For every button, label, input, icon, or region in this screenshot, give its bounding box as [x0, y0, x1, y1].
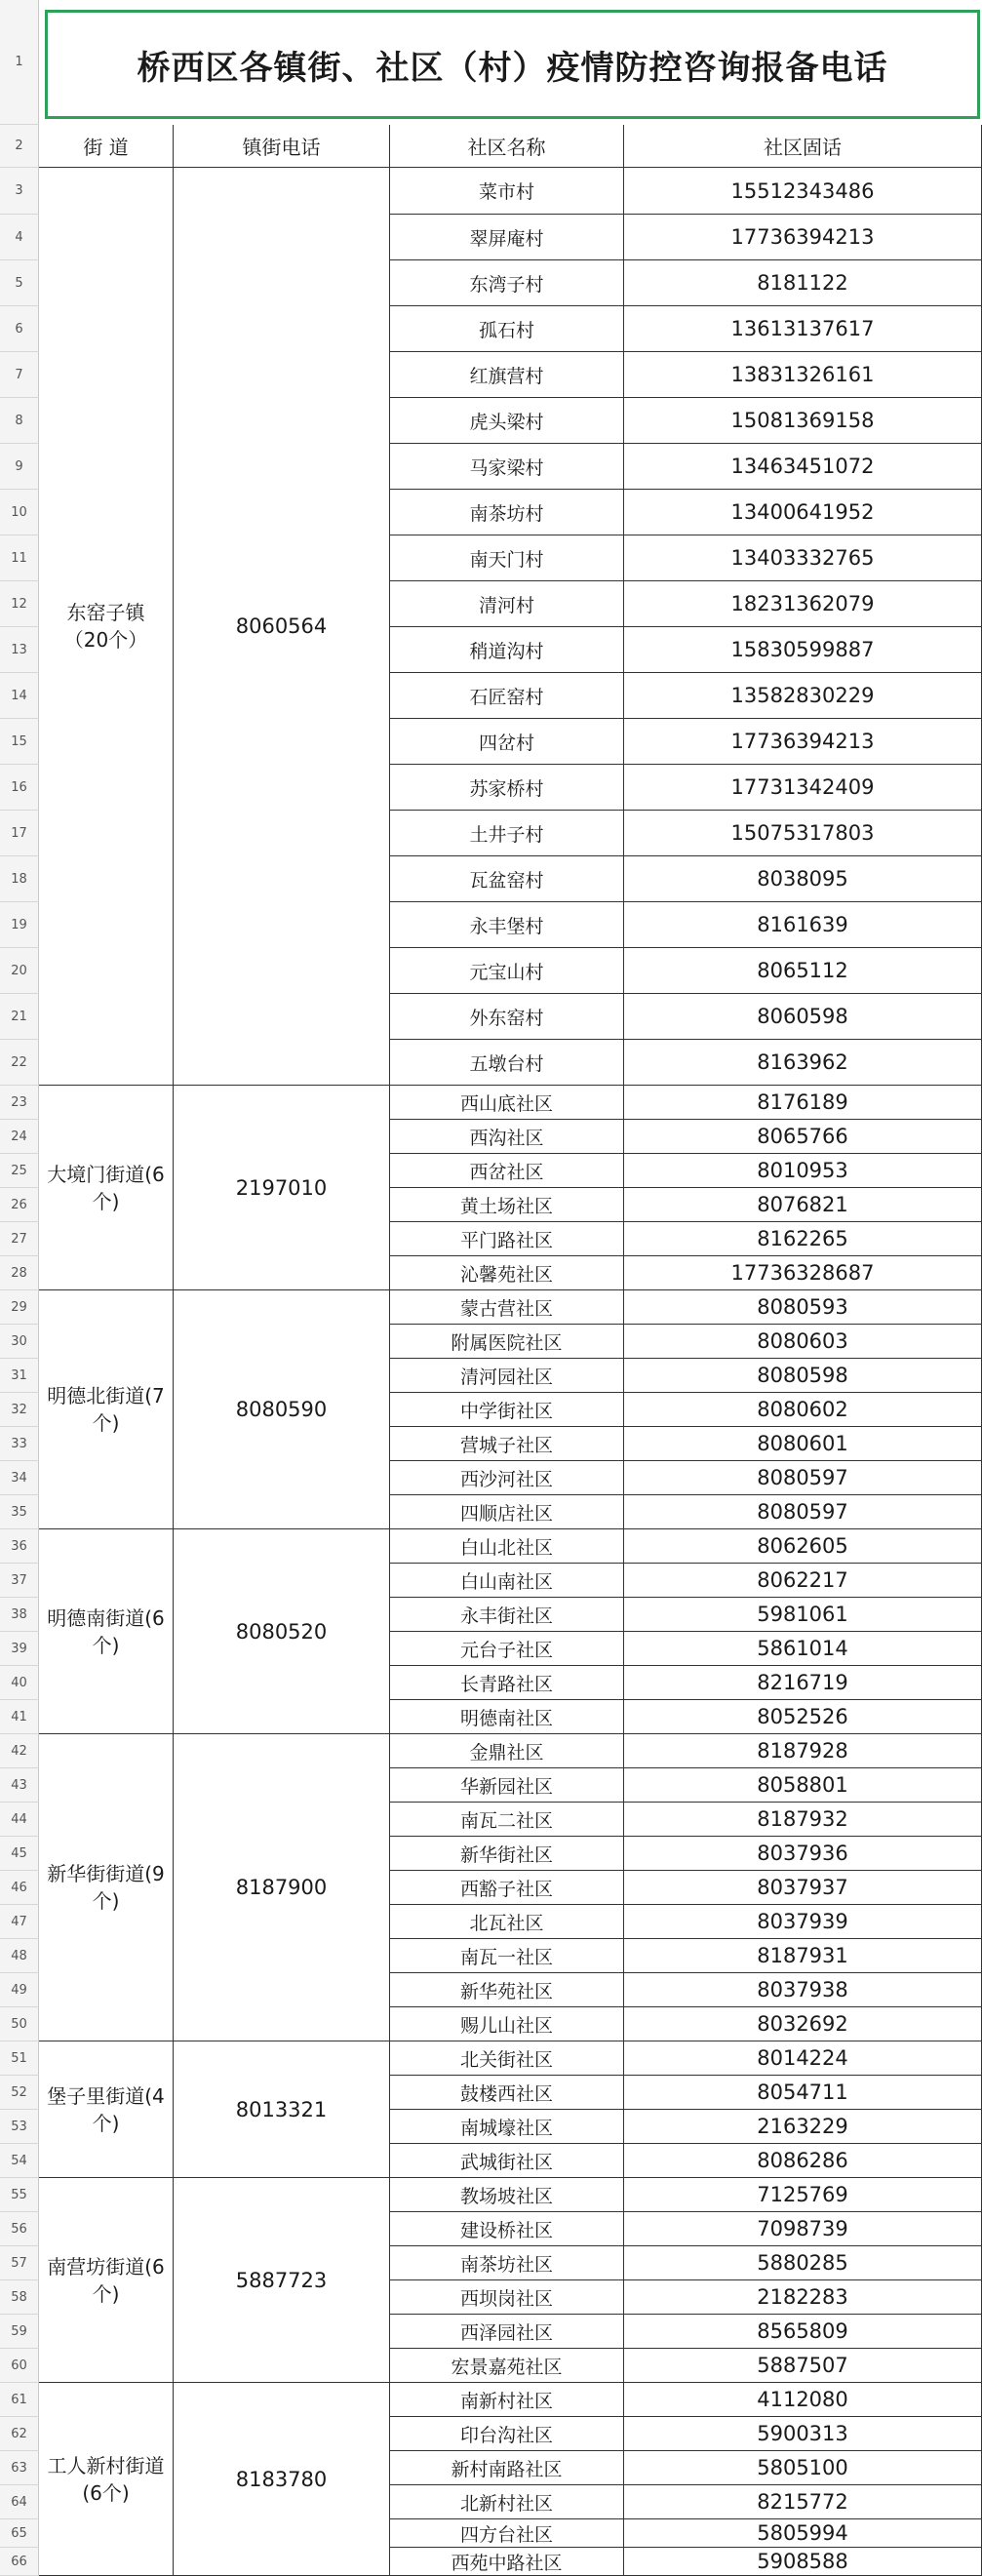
district-name-cell[interactable]: 堡子里街道(4个)	[39, 2041, 174, 2178]
row-number: 9	[0, 444, 39, 490]
community-name-cell[interactable]: 建设桥社区	[390, 2212, 624, 2246]
community-phone-cell[interactable]: 8080597	[624, 1495, 982, 1529]
district-name-cell[interactable]: 大境门街道(6个)	[39, 1086, 174, 1290]
community-name-cell[interactable]: 稍道沟村	[390, 627, 624, 673]
community-name-cell[interactable]: 四岔村	[390, 719, 624, 765]
row-number: 37	[0, 1564, 39, 1598]
community-name-cell[interactable]: 西泽园社区	[390, 2315, 624, 2349]
row-number: 66	[0, 2548, 39, 2576]
row-number: 61	[0, 2383, 39, 2417]
row-number: 20	[0, 948, 39, 994]
community-phone-cell[interactable]: 5908588	[624, 2548, 982, 2576]
community-name-cell[interactable]: 南茶坊社区	[390, 2246, 624, 2280]
district-name-cell[interactable]: 明德南街道(6个)	[39, 1529, 174, 1734]
community-phone-cell[interactable]: 8080598	[624, 1359, 982, 1393]
community-phone-cell[interactable]: 8037937	[624, 1871, 982, 1905]
community-phone-cell[interactable]: 8062605	[624, 1529, 982, 1564]
row-number: 40	[0, 1666, 39, 1700]
community-name-cell[interactable]: 鼓楼西社区	[390, 2076, 624, 2110]
community-phone-cell[interactable]: 8037936	[624, 1837, 982, 1871]
community-phone-cell[interactable]: 8080601	[624, 1427, 982, 1461]
row-number: 11	[0, 535, 39, 581]
row-number: 55	[0, 2178, 39, 2212]
community-name-cell[interactable]: 沁馨苑社区	[390, 1256, 624, 1290]
row-number: 33	[0, 1427, 39, 1461]
district-phone-cell[interactable]: 8013321	[174, 2041, 390, 2178]
community-phone-cell[interactable]: 8058801	[624, 1768, 982, 1803]
community-name-cell[interactable]: 蒙古营社区	[390, 1290, 624, 1325]
row-number: 57	[0, 2246, 39, 2280]
row-number: 38	[0, 1598, 39, 1632]
community-phone-cell[interactable]: 13463451072	[624, 444, 982, 490]
district-name-cell[interactable]: 东窑子镇（20个）	[39, 168, 174, 1086]
community-phone-cell[interactable]: 8163962	[624, 1040, 982, 1086]
community-phone-cell[interactable]: 8052526	[624, 1700, 982, 1734]
row-number: 12	[0, 581, 39, 627]
community-phone-cell[interactable]: 13582830229	[624, 673, 982, 719]
community-phone-cell[interactable]: 8216719	[624, 1666, 982, 1700]
row-number: 31	[0, 1359, 39, 1393]
community-phone-cell[interactable]: 8060598	[624, 994, 982, 1040]
community-name-cell[interactable]: 西沙河社区	[390, 1461, 624, 1495]
row-number: 39	[0, 1632, 39, 1666]
community-phone-cell[interactable]: 8014224	[624, 2041, 982, 2076]
row-number: 50	[0, 2007, 39, 2041]
community-phone-cell[interactable]: 8065766	[624, 1120, 982, 1154]
row-number: 30	[0, 1325, 39, 1359]
community-name-cell[interactable]: 南茶坊村	[390, 490, 624, 535]
row-number: 21	[0, 994, 39, 1040]
row-number: 10	[0, 490, 39, 535]
community-name-cell[interactable]: 苏家桥村	[390, 765, 624, 811]
community-phone-cell[interactable]: 5861014	[624, 1632, 982, 1666]
row-number: 2	[0, 125, 39, 168]
community-phone-cell[interactable]: 8080602	[624, 1393, 982, 1427]
row-number: 63	[0, 2451, 39, 2485]
community-phone-cell[interactable]: 13613137617	[624, 306, 982, 352]
row-number: 26	[0, 1188, 39, 1222]
row-number: 56	[0, 2212, 39, 2246]
row-number: 16	[0, 765, 39, 811]
community-name-cell[interactable]: 元台子社区	[390, 1632, 624, 1666]
row-number: 36	[0, 1529, 39, 1564]
district-phone-cell[interactable]: 5887723	[174, 2178, 390, 2383]
community-name-cell[interactable]: 中学街社区	[390, 1393, 624, 1427]
community-name-cell[interactable]: 瓦盆窑村	[390, 856, 624, 902]
community-name-cell[interactable]: 四方台社区	[390, 2519, 624, 2548]
row-number: 53	[0, 2110, 39, 2144]
row-number: 23	[0, 1086, 39, 1120]
community-name-cell[interactable]: 营城子社区	[390, 1427, 624, 1461]
community-name-cell[interactable]: 新华苑社区	[390, 1973, 624, 2007]
row-number: 5	[0, 260, 39, 306]
row-number: 25	[0, 1154, 39, 1188]
community-name-cell[interactable]: 附属医院社区	[390, 1325, 624, 1359]
community-name-cell[interactable]: 白山南社区	[390, 1564, 624, 1598]
community-phone-cell[interactable]: 5981061	[624, 1598, 982, 1632]
row-number: 27	[0, 1222, 39, 1256]
community-name-cell[interactable]: 武城街社区	[390, 2144, 624, 2178]
column-header[interactable]: 街 道	[39, 125, 174, 168]
community-name-cell[interactable]: 西岔社区	[390, 1154, 624, 1188]
community-phone-cell[interactable]: 8065112	[624, 948, 982, 994]
community-phone-cell[interactable]: 7125769	[624, 2178, 982, 2212]
community-name-cell[interactable]: 西苑中路社区	[390, 2548, 624, 2576]
community-phone-cell[interactable]: 17736328687	[624, 1256, 982, 1290]
row-number: 8	[0, 398, 39, 444]
community-name-cell[interactable]: 四顺店社区	[390, 1495, 624, 1529]
community-name-cell[interactable]: 新村南路社区	[390, 2451, 624, 2485]
community-name-cell[interactable]: 清河村	[390, 581, 624, 627]
row-number: 34	[0, 1461, 39, 1495]
community-name-cell[interactable]: 印台沟社区	[390, 2417, 624, 2451]
community-phone-cell[interactable]: 8176189	[624, 1086, 982, 1120]
community-name-cell[interactable]: 金鼎社区	[390, 1734, 624, 1768]
page-title[interactable]: 桥西区各镇街、社区（村）疫情防控咨询报备电话	[45, 10, 980, 119]
community-phone-cell[interactable]: 8161639	[624, 902, 982, 948]
row-number: 54	[0, 2144, 39, 2178]
community-phone-cell[interactable]: 8187928	[624, 1734, 982, 1768]
community-name-cell[interactable]: 红旗营村	[390, 352, 624, 398]
row-number: 47	[0, 1905, 39, 1939]
row-number: 18	[0, 856, 39, 902]
community-name-cell[interactable]: 宏景嘉苑社区	[390, 2349, 624, 2383]
community-name-cell[interactable]: 南城壕社区	[390, 2110, 624, 2144]
community-phone-cell[interactable]: 8076821	[624, 1188, 982, 1222]
community-name-cell[interactable]: 教场坡社区	[390, 2178, 624, 2212]
community-phone-cell[interactable]: 8187931	[624, 1939, 982, 1973]
community-phone-cell[interactable]: 8215772	[624, 2485, 982, 2519]
row-number: 19	[0, 902, 39, 948]
community-phone-cell[interactable]: 4112080	[624, 2383, 982, 2417]
row-number: 13	[0, 627, 39, 673]
community-phone-cell[interactable]: 17736394213	[624, 215, 982, 260]
community-name-cell[interactable]: 南新村社区	[390, 2383, 624, 2417]
community-name-cell[interactable]: 北关街社区	[390, 2041, 624, 2076]
row-number: 65	[0, 2519, 39, 2548]
community-phone-cell[interactable]: 15075317803	[624, 811, 982, 856]
community-name-cell[interactable]: 外东窑村	[390, 994, 624, 1040]
row-number: 1	[0, 0, 39, 125]
community-name-cell[interactable]: 永丰堡村	[390, 902, 624, 948]
community-phone-cell[interactable]: 8181122	[624, 260, 982, 306]
district-phone-cell[interactable]: 2197010	[174, 1086, 390, 1290]
community-phone-cell[interactable]: 5805100	[624, 2451, 982, 2485]
row-number: 58	[0, 2280, 39, 2315]
row-number: 35	[0, 1495, 39, 1529]
row-number: 29	[0, 1290, 39, 1325]
district-phone-cell[interactable]: 8080590	[174, 1290, 390, 1529]
community-phone-cell[interactable]: 5805994	[624, 2519, 982, 2548]
community-name-cell[interactable]: 北新村社区	[390, 2485, 624, 2519]
community-name-cell[interactable]: 西山底社区	[390, 1086, 624, 1120]
community-phone-cell[interactable]: 8565809	[624, 2315, 982, 2349]
row-number: 42	[0, 1734, 39, 1768]
row-number: 64	[0, 2485, 39, 2519]
community-phone-cell[interactable]: 15081369158	[624, 398, 982, 444]
row-number: 52	[0, 2076, 39, 2110]
community-name-cell[interactable]: 土井子村	[390, 811, 624, 856]
community-phone-cell[interactable]: 8080597	[624, 1461, 982, 1495]
community-phone-cell[interactable]: 15512343486	[624, 168, 982, 215]
row-number: 60	[0, 2349, 39, 2383]
row-number: 48	[0, 1939, 39, 1973]
community-phone-cell[interactable]: 13403332765	[624, 535, 982, 581]
community-phone-cell[interactable]: 8080603	[624, 1325, 982, 1359]
row-number: 62	[0, 2417, 39, 2451]
community-name-cell[interactable]: 石匠窑村	[390, 673, 624, 719]
row-number: 51	[0, 2041, 39, 2076]
community-phone-cell[interactable]: 13831326161	[624, 352, 982, 398]
row-number: 43	[0, 1768, 39, 1803]
community-name-cell[interactable]: 清河园社区	[390, 1359, 624, 1393]
row-number: 15	[0, 719, 39, 765]
community-name-cell[interactable]: 长青路社区	[390, 1666, 624, 1700]
community-name-cell[interactable]: 西豁子社区	[390, 1871, 624, 1905]
community-phone-cell[interactable]: 17731342409	[624, 765, 982, 811]
community-name-cell[interactable]: 翠屏庵村	[390, 215, 624, 260]
column-header[interactable]: 社区名称	[390, 125, 624, 168]
community-phone-cell[interactable]: 8038095	[624, 856, 982, 902]
row-number: 7	[0, 352, 39, 398]
community-phone-cell[interactable]: 8032692	[624, 2007, 982, 2041]
district-name-cell[interactable]: 工人新村街道(6个)	[39, 2383, 174, 2576]
community-name-cell[interactable]: 西沟社区	[390, 1120, 624, 1154]
community-name-cell[interactable]: 北瓦社区	[390, 1905, 624, 1939]
column-header[interactable]: 社区固话	[624, 125, 982, 168]
district-phone-cell[interactable]: 8060564	[174, 168, 390, 1086]
community-name-cell[interactable]: 孤石村	[390, 306, 624, 352]
district-name-cell[interactable]: 明德北街道(7个)	[39, 1290, 174, 1529]
community-phone-cell[interactable]: 8187932	[624, 1803, 982, 1837]
community-phone-cell[interactable]: 8037938	[624, 1973, 982, 2007]
community-phone-cell[interactable]: 8162265	[624, 1222, 982, 1256]
community-phone-cell[interactable]: 8054711	[624, 2076, 982, 2110]
community-name-cell[interactable]: 赐儿山社区	[390, 2007, 624, 2041]
row-number: 6	[0, 306, 39, 352]
district-phone-cell[interactable]: 8187900	[174, 1734, 390, 2041]
community-name-cell[interactable]: 元宝山村	[390, 948, 624, 994]
community-name-cell[interactable]: 五墩台村	[390, 1040, 624, 1086]
community-name-cell[interactable]: 菜市村	[390, 168, 624, 215]
community-phone-cell[interactable]: 15830599887	[624, 627, 982, 673]
row-number: 44	[0, 1803, 39, 1837]
community-phone-cell[interactable]: 5887507	[624, 2349, 982, 2383]
community-phone-cell[interactable]: 5900313	[624, 2417, 982, 2451]
community-phone-cell[interactable]: 7098739	[624, 2212, 982, 2246]
community-phone-cell[interactable]: 8010953	[624, 1154, 982, 1188]
community-name-cell[interactable]: 华新园社区	[390, 1768, 624, 1803]
row-number: 41	[0, 1700, 39, 1734]
row-number: 45	[0, 1837, 39, 1871]
community-phone-cell[interactable]: 18231362079	[624, 581, 982, 627]
community-phone-cell[interactable]: 8080593	[624, 1290, 982, 1325]
row-number: 28	[0, 1256, 39, 1290]
row-number: 4	[0, 215, 39, 260]
community-name-cell[interactable]: 虎头梁村	[390, 398, 624, 444]
community-name-cell[interactable]: 白山北社区	[390, 1529, 624, 1564]
row-number: 59	[0, 2315, 39, 2349]
district-name-cell[interactable]: 南营坊街道(6个)	[39, 2178, 174, 2383]
row-number: 14	[0, 673, 39, 719]
community-phone-cell[interactable]: 8037939	[624, 1905, 982, 1939]
district-name-cell[interactable]: 新华街街道(9个)	[39, 1734, 174, 2041]
row-number: 32	[0, 1393, 39, 1427]
row-number: 22	[0, 1040, 39, 1086]
district-phone-cell[interactable]: 8080520	[174, 1529, 390, 1734]
community-name-cell[interactable]: 黄土场社区	[390, 1188, 624, 1222]
community-name-cell[interactable]: 西坝岗社区	[390, 2280, 624, 2315]
community-name-cell[interactable]: 南瓦二社区	[390, 1803, 624, 1837]
community-name-cell[interactable]: 永丰街社区	[390, 1598, 624, 1632]
community-name-cell[interactable]: 马家梁村	[390, 444, 624, 490]
community-name-cell[interactable]: 平门路社区	[390, 1222, 624, 1256]
community-phone-cell[interactable]: 13400641952	[624, 490, 982, 535]
community-phone-cell[interactable]: 8086286	[624, 2144, 982, 2178]
row-number: 46	[0, 1871, 39, 1905]
community-name-cell[interactable]: 东湾子村	[390, 260, 624, 306]
community-phone-cell[interactable]: 5880285	[624, 2246, 982, 2280]
community-phone-cell[interactable]: 8062217	[624, 1564, 982, 1598]
community-name-cell[interactable]: 明德南社区	[390, 1700, 624, 1734]
row-number: 3	[0, 168, 39, 215]
district-phone-cell[interactable]: 8183780	[174, 2383, 390, 2576]
community-phone-cell[interactable]: 2182283	[624, 2280, 982, 2315]
row-number: 24	[0, 1120, 39, 1154]
row-number: 49	[0, 1973, 39, 2007]
community-phone-cell[interactable]: 2163229	[624, 2110, 982, 2144]
community-name-cell[interactable]: 南瓦一社区	[390, 1939, 624, 1973]
community-name-cell[interactable]: 南天门村	[390, 535, 624, 581]
community-phone-cell[interactable]: 17736394213	[624, 719, 982, 765]
row-number: 17	[0, 811, 39, 856]
column-header[interactable]: 镇街电话	[174, 125, 390, 168]
community-name-cell[interactable]: 新华街社区	[390, 1837, 624, 1871]
